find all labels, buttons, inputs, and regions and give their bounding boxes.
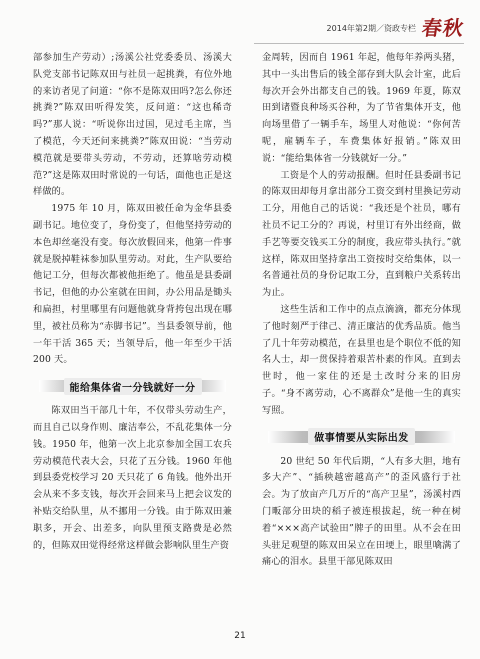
section-heading xyxy=(33,375,232,397)
issue-label: 2014年第2期／资政专栏 xyxy=(326,23,416,33)
paragraph: 工资是个人的劳动报酬。但时任县委副书记的陈双田却每月拿出部分工资交到村里换记劳动工分，用他自己的话说：“我还是个社员，哪有社员不记工分的？再说，村里订有外出经商，做手艺等要交钱买工分的制度，我应带头执行。”就这样，陈双田坚持拿出工资按时交给集体，以一名普通社员的身份记取工分，直到粮户关系转出为止。 xyxy=(262,169,461,299)
paragraph: 金周转，因而自 1961 年起，他每年养两头猪，其中一头出售后的钱全部存到大队会计室，此后每次开会外出都支自己的钱。1969 年夏，陈双田到诸暨良种场买谷种，为了节省集体开支，他向场里借了一辆手车，场里人对他说：“你何苦呢，雇辆车子，车费集体好报销。”陈双田说：“能给集体省一分钱就好一分。” xyxy=(262,52,461,164)
header-divider xyxy=(254,43,464,44)
paragraph: 1975 年 10 月，陈双田被任命为金华县委副书记。地位变了，身份变了，但他坚持劳动的本色却丝毫没有变。每次放假回来，他第一件事就是脱掉鞋袜参加队里劳动。对此，生产队要给他记工分，但每次都被他拒绝了。他虽是县委副书记，但他的办公室就在田间，办公用品是锄头和扁担，村里哪里有问题他就身背挎包出现在哪里，被社员称为“赤脚书记”。当县委领导前，他一年干活 365 天；当领导后，他一年至少干活 200 天。 xyxy=(33,203,232,366)
paragraph: 部参加生产劳动）;汤溪公社党委委员、汤溪大队党支部书记陈双田与社员一起挑粪，有位外地的来访者见了问道：“你不是陈双田吗?怎么你还挑粪?”陈双田听得发笑，反问道：“这也稀奇吗?”那人说：“听说你出过国，见过毛主席，当了模范，今天还问来挑粪?”陈双田说：“当劳动模范就是要带头劳动，不劳动，还算啥劳动模范?”这是陈双田时常说的一句话，面他也正是这样做的。 xyxy=(33,52,232,198)
paragraph: 这些生活和工作中的点点滴滴，都充分体现了他时刻严于律己、清正廉洁的优秀品质。他当了几十年劳动模范，在县里也是个职位不低的知名人士，却一贯保持着艰苦朴素的作风。直到去世时，他一家住的还是土改时分来的旧房子。“身不离劳动，心不离群众”是他一生的真实写照。 xyxy=(262,303,461,416)
page-header xyxy=(254,14,464,42)
section-heading xyxy=(262,426,461,448)
right-column xyxy=(262,50,461,571)
left-column xyxy=(33,50,232,554)
page-number: 21 xyxy=(234,631,246,641)
column-brand-logo: 春秋 xyxy=(420,16,466,40)
paragraph: 陈双田当干部几十年，不仅带头劳动生产，而且自己以身作则、廉洁奉公，不乱花集体一分钱。1950 年，他第一次上北京参加全国工农兵劳动模范代表大会，只花了五分钱。1960 年他到县委党校学习 20 天只花了 6 角钱。他外出开会从来不多支钱，每次开会回来马上把会议发的补贴交给队里，从不挪用一分钱。由于陈双田兼职多，开会、出差多，向队里预支路费是必然的，但陈双田觉得经常这样做会影响队里生产资 xyxy=(33,405,232,551)
section-heading-text: 能给集体省一分钱就好一分 xyxy=(64,378,202,395)
paragraph: 20 世纪 50 年代后期，“人有多大胆，地有多大产”、“插秧越密越高产”的歪风盛行于社会。为了放亩产几万斤的“高产卫星”，汤溪村西门畈部分田块的稻子被连根拔起，统一种在树着“×××高产试验田”牌子的田里。从不会在田头驻足观望的陈双田呆立在田埂上，眼里噙满了痛心的泪水。县里干部见陈双田 xyxy=(262,455,461,568)
section-heading-text: 做事情要从实际出发 xyxy=(308,428,415,445)
